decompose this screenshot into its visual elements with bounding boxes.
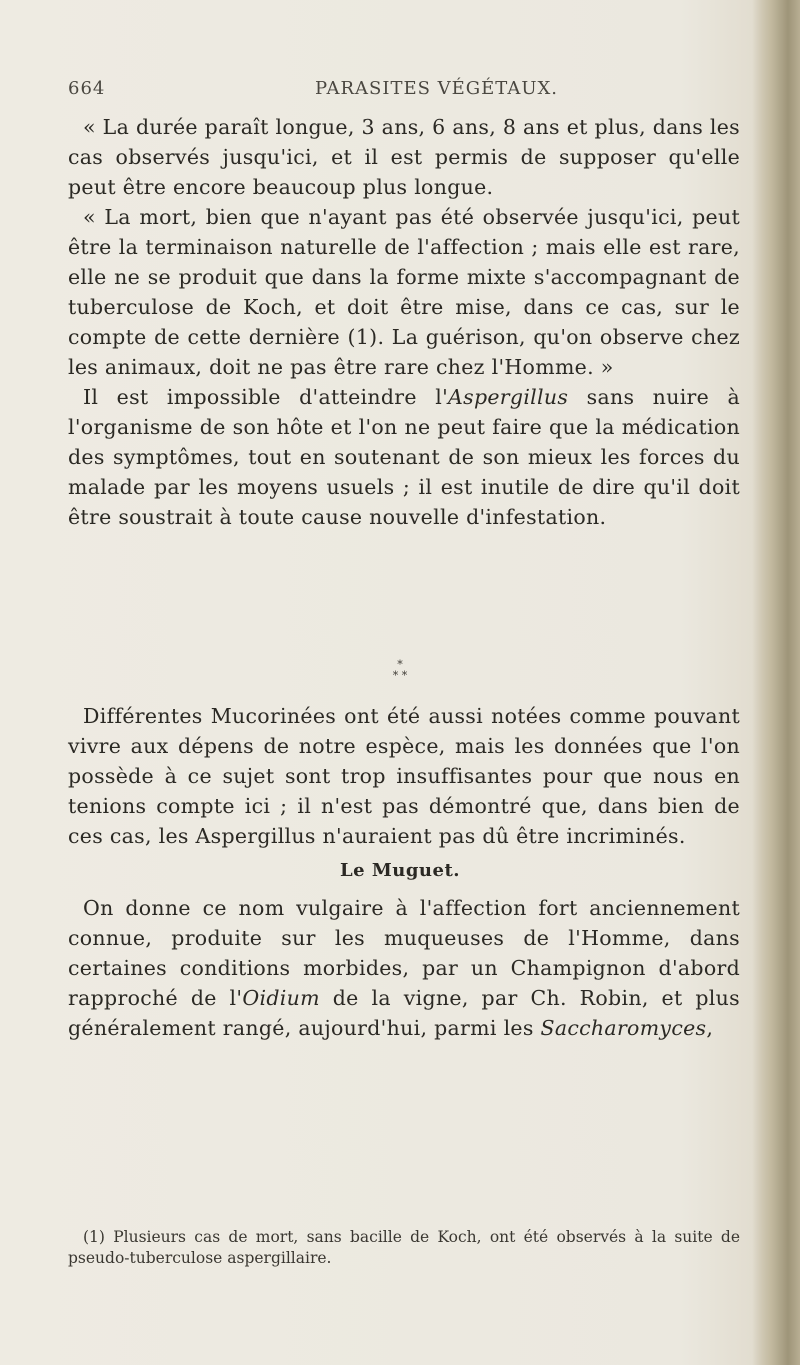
oidium-italic: Oidium: [242, 986, 320, 1010]
asterism-top: *: [397, 658, 403, 671]
text-block-muguet: [68, 893, 740, 1043]
footnote-text: (1) Plusieurs cas de mort, sans bacille de Koch, ont été observés à la suite de pseudo-tuberculose aspergillaire.: [68, 1228, 740, 1267]
paragraph-mucorinees: Différentes Mucorinées ont été aussi notées comme pouvant vivre aux dépens de notre espèce, mais les données que l'on possède à ce sujet sont trop insuffisantes pour que nous en tenions compte ici ; il n'est pas démontré que, dans bien de ces cas, les Aspergillus n'auraient pas dû être incriminés.: [68, 704, 740, 848]
text-block-quotation: [68, 112, 740, 532]
aspergillus-text-after: sans nuire à l'organisme de son hôte et l'on ne peut faire que la médication des symptômes, tout en soutenant de son mieux les forces du malade par les moyens usuels ; il est inutile de dire qu'il doit être soustrait à toute cause nouvelle d'infestation.: [68, 385, 741, 529]
muguet-text-part1: On donne ce nom vulgaire à l'affection fort anciennement connue, produite sur les muqueuses de l'Homme, dans certaines conditions morbides, par un Champignon d'abord rapproché de l': [68, 896, 740, 1010]
section-title: Le Muguet.: [339, 860, 461, 881]
aspergillus-italic: Aspergillus: [448, 385, 569, 409]
muguet-text-part3: ,: [706, 1016, 714, 1040]
footnote: [68, 1227, 740, 1269]
paragraph-death: « La mort, bien que n'ayant pas été observée jusqu'ici, peut être la terminaison naturelle de l'affection ; mais elle est rare, elle ne se produit que dans la forme mixte s'accompagnant de tuberculose de Koch, et doit être mise, dans ce cas, sur le compte de cette dernière (1). La guérison, qu'on observe chez les animaux, doit ne pas être rare chez l'Homme. »: [68, 205, 740, 379]
paragraph-duration: « La durée paraît longue, 3 ans, 6 ans, 8 ans et plus, dans les cas observés jusqu'ici, et il est permis de supposer qu'elle peut être encore beaucoup plus longue.: [68, 115, 740, 199]
paragraph-aspergillus-treatment: [68, 382, 740, 532]
asterism-separator: [0, 659, 800, 681]
aspergillus-text-before: Il est impossible d'atteindre l': [83, 385, 449, 409]
page-number: 664: [68, 78, 106, 99]
running-title: PARASITES VÉGÉTAUX.: [315, 78, 559, 99]
saccharomyces-italic: Saccharomyces: [540, 1016, 707, 1040]
asterism-bottom: * *: [392, 669, 408, 682]
muguet-text-part2: de la vigne, par Ch. Robin, et plus généralement rangé, aujourd'hui, parmi les: [68, 986, 740, 1040]
text-block-mucorinees: [68, 701, 740, 851]
page-binding-shadow: [752, 0, 800, 1365]
paragraph-muguet: [68, 893, 740, 1043]
